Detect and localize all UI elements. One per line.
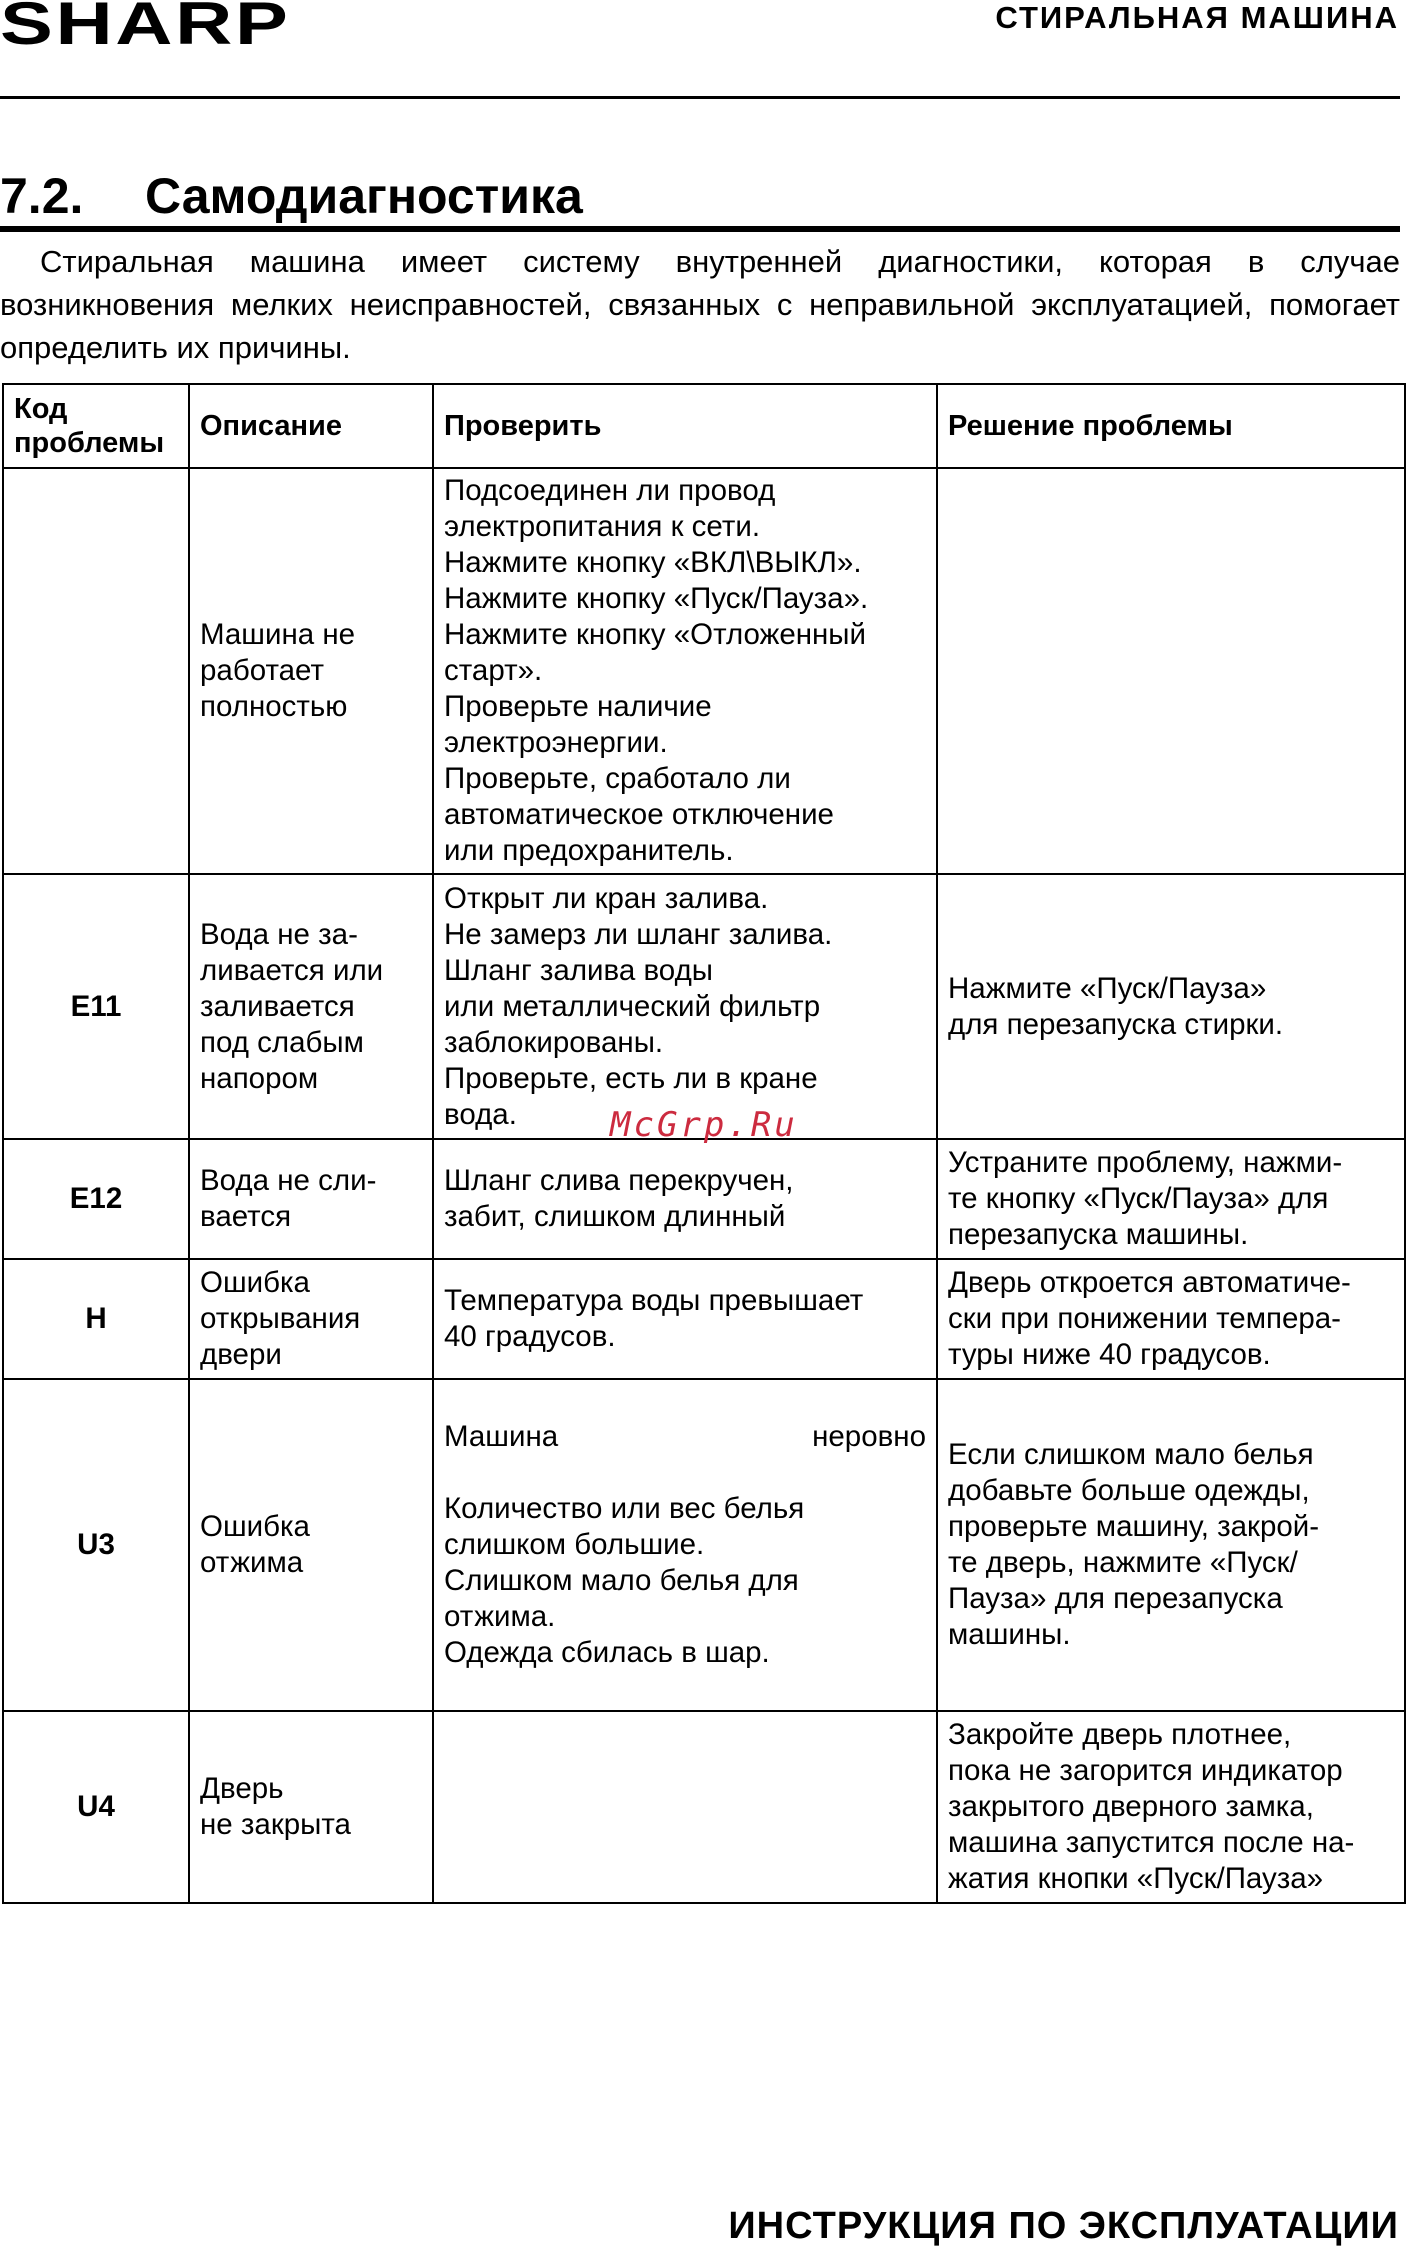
section-title-text: Самодиагностика	[145, 168, 583, 224]
check-first-left: Машина	[444, 1420, 559, 1453]
row-solution: Дверь откроется автоматиче- ски при понижении темпера- туры ниже 40 градусов.	[937, 1259, 1405, 1379]
row-solution: Нажмите «Пуск/Пауза» для перезапуска стирки.	[937, 874, 1405, 1139]
row-description: Вода не за- ливается или заливается под слабым напором	[189, 874, 433, 1139]
table-row	[3, 1711, 1405, 1903]
document-type-heading: СТИРАЛЬНАЯ МАШИНА	[995, 0, 1399, 35]
row-check: Открыт ли кран залива. Не замерз ли шланг залива. Шланг залива воды или металлический фильтр заблокированы. Проверьте, есть ли в кране вода.	[433, 874, 937, 1139]
table-row	[3, 1379, 1405, 1711]
header-code: Код проблемы	[3, 384, 189, 468]
row-code: E11	[3, 874, 189, 1139]
footer-title: ИНСТРУКЦИЯ ПО ЭКСПЛУАТАЦИИ	[728, 2205, 1399, 2247]
row-solution	[937, 468, 1405, 874]
row-solution: Устраните проблему, нажми- те кнопку «Пуск/Пауза» для перезапуска машины.	[937, 1139, 1405, 1259]
section-title	[0, 168, 1400, 232]
row-check	[433, 1711, 937, 1903]
table-row	[3, 1259, 1405, 1379]
row-description: Дверь не закрыта	[189, 1711, 433, 1903]
row-description: Машина не работает полностью	[189, 468, 433, 874]
table-row	[3, 468, 1405, 874]
brand-logo: SHARP	[0, 0, 291, 57]
table-row	[3, 874, 1405, 1139]
table-header-row	[3, 384, 1405, 468]
intro-paragraph: Стиральная машина имеет систему внутренней диагностики, которая в случае возникновения мелких неисправностей, связанных с неправильной эксплуатацией, помогает определить их причины.	[0, 244, 1400, 365]
row-description: Ошибка открывания двери	[189, 1259, 433, 1379]
row-code: H	[3, 1259, 189, 1379]
row-description: Вода не сли- вается	[189, 1139, 433, 1259]
row-code: U4	[3, 1711, 189, 1903]
row-check: Шланг слива перекручен, забит, слишком длинный	[433, 1139, 937, 1259]
header-description: Описание	[189, 384, 433, 468]
check-first-right: неровно	[812, 1420, 926, 1453]
row-solution: Если слишком мало белья добавьте больше одежды, проверьте машину, закрой- те дверь, нажмите «Пуск/ Пауза» для перезапуска машины.	[937, 1379, 1405, 1711]
header-solution: Решение проблемы	[937, 384, 1405, 468]
header-divider	[0, 96, 1400, 99]
row-solution: Закройте дверь плотнее, пока не загорится индикатор закрытого дверного замка, машина запустится после на- жатия кнопки «Пуск/Пауза»	[937, 1711, 1405, 1903]
row-code: E12	[3, 1139, 189, 1259]
row-check: Подсоединен ли провод электропитания к сети. Нажмите кнопку «ВКЛ\ВЫКЛ». Нажмите кнопку «Пуск/Пауза». Нажмите кнопку «Отложенный старт». Проверьте наличие электроэнергии. Проверьте, сработало ли автоматическое отключение или предохранитель.	[433, 468, 937, 874]
row-code: U3	[3, 1379, 189, 1711]
header-check: Проверить	[433, 384, 937, 468]
watermark: McGrp.Ru	[610, 1105, 798, 1145]
row-check	[433, 1379, 937, 1711]
check-first-line	[444, 1419, 926, 1455]
check-rest: Количество или вес белья слишком большие. Слишком мало белья для отжима. Одежда сбилась в шар.	[444, 1492, 805, 1669]
row-description: Ошибка отжима	[189, 1379, 433, 1711]
table-row	[3, 1139, 1405, 1259]
section-number: 7.2.	[0, 168, 84, 224]
row-check: Температура воды превышает 40 градусов.	[433, 1259, 937, 1379]
row-code	[3, 468, 189, 874]
